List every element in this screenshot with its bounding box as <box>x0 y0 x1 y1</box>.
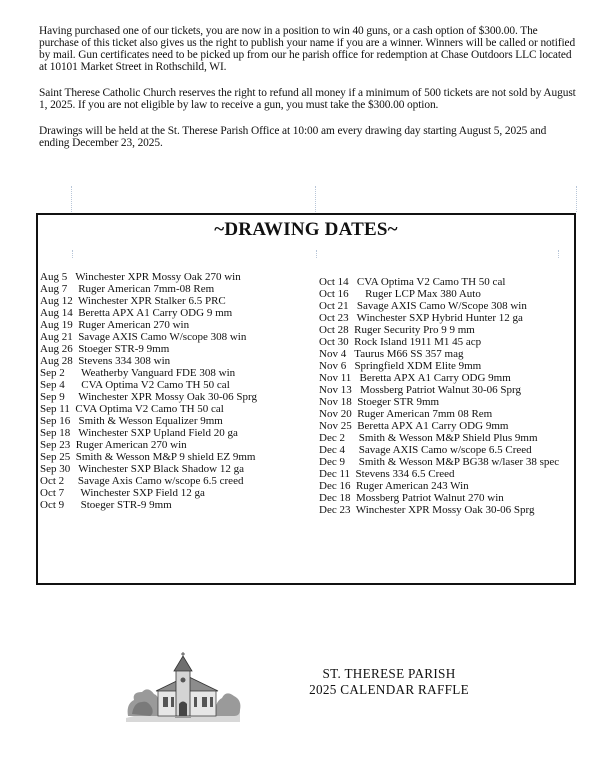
drawing-entry: Oct 16 Ruger LCP Max 380 Auto <box>319 288 481 300</box>
layout-guide <box>315 186 316 212</box>
layout-guide <box>558 250 559 258</box>
drawing-entry: Oct 21 Savage AXIS Camo W/Scope 308 win <box>319 300 527 312</box>
drawing-entry: Dec 11 Stevens 334 6.5 Creed <box>319 468 455 480</box>
drawing-entry: Dec 23 Winchester XPR Mossy Oak 30-06 Sprg <box>319 504 535 516</box>
drawing-dates-left-column <box>40 271 257 511</box>
drawing-entry: Dec 2 Smith & Wesson M&P Shield Plus 9mm <box>319 432 538 444</box>
drawing-entry: Oct 23 Winchester SXP Hybrid Hunter 12 ga <box>319 312 523 324</box>
intro-paragraph-3: Drawings will be held at the St. Therese Parish Office at 10:00 am every drawing day starting August 5, 2025 and ending December 23, 2025. <box>39 125 547 149</box>
drawing-entry: Nov 18 Stoeger STR 9mm <box>319 396 440 408</box>
drawing-entry: Nov 4 Taurus M66 SS 357 mag <box>319 348 464 360</box>
drawing-entry: Dec 9 Smith & Wesson M&P BG38 w/laser 38 spec <box>319 456 560 468</box>
layout-guide <box>71 186 72 212</box>
footer-line-2: 2025 CALENDAR RAFFLE <box>309 682 469 697</box>
drawing-entry: Sep 23 Ruger American 270 win <box>40 439 187 451</box>
intro-paragraph-1: Having purchased one of our tickets, you are now in a position to win 40 guns, or a cash option of $300.00. The purchase of this ticket also gives us the right to publish your name if you are a winner. Winners will be called or notified by mail. Gun certificates need to be picked up from our he parish office for redemption at Chase Outdoors LLC located at 10101 Market Street in Rothschild, WI. <box>39 25 576 73</box>
church-icon <box>124 652 242 722</box>
drawing-entry: Aug 19 Ruger American 270 win <box>40 319 190 331</box>
drawing-entry: Sep 4 CVA Optima V2 Camo TH 50 cal <box>40 379 230 391</box>
drawing-entry: Oct 2 Savage Axis Camo w/scope 6.5 creed <box>40 475 244 487</box>
drawing-entry: Dec 16 Ruger American 243 Win <box>319 480 469 492</box>
footer-heading <box>284 666 494 698</box>
drawing-entry: Oct 28 Ruger Security Pro 9 9 mm <box>319 324 475 336</box>
drawing-dates-right-column <box>319 276 559 516</box>
drawing-entry: Aug 28 Stevens 334 308 win <box>40 355 171 367</box>
drawing-entry: Oct 14 CVA Optima V2 Camo TH 50 cal <box>319 276 506 288</box>
drawing-entry: Aug 5 Winchester XPR Mossy Oak 270 win <box>40 271 241 283</box>
drawing-entry: Aug 14 Beretta APX A1 Carry ODG 9 mm <box>40 307 233 319</box>
drawing-entry: Sep 2 Weatherby Vanguard FDE 308 win <box>40 367 236 379</box>
drawing-entry: Sep 25 Smith & Wesson M&P 9 shield EZ 9mm <box>40 451 256 463</box>
footer-line-1: ST. THERESE PARISH <box>322 666 456 681</box>
drawing-entry: Sep 16 Smith & Wesson Equalizer 9mm <box>40 415 223 427</box>
drawing-entry: Oct 7 Winchester SXP Field 12 ga <box>40 487 205 499</box>
drawing-dates-box <box>36 213 576 585</box>
drawing-entry: Sep 9 Winchester XPR Mossy Oak 30-06 Sprg <box>40 391 258 403</box>
drawing-entry: Dec 4 Savage AXIS Camo w/scope 6.5 Creed <box>319 444 532 456</box>
drawing-entry: Sep 30 Winchester SXP Black Shadow 12 ga <box>40 463 244 475</box>
drawing-entry: Oct 9 Stoeger STR-9 9mm <box>40 499 172 511</box>
layout-guide <box>72 250 73 258</box>
drawing-entry: Nov 13 Mossberg Patriot Walnut 30-06 Sprg <box>319 384 522 396</box>
drawing-entry: Nov 11 Beretta APX A1 Carry ODG 9mm <box>319 372 511 384</box>
layout-guide <box>316 250 317 258</box>
drawing-entry: Sep 11 CVA Optima V2 Camo TH 50 cal <box>40 403 224 415</box>
drawing-entry: Nov 20 Ruger American 7mm 08 Rem <box>319 408 493 420</box>
drawing-entry: Nov 25 Beretta APX A1 Carry ODG 9mm <box>319 420 509 432</box>
drawing-entry: Dec 18 Mossberg Patriot Walnut 270 win <box>319 492 504 504</box>
drawing-entry: Aug 21 Savage AXIS Camo W/scope 308 win <box>40 331 247 343</box>
drawing-entry: Aug 26 Stoeger STR-9 9mm <box>40 343 170 355</box>
drawing-entry: Nov 6 Springfield XDM Elite 9mm <box>319 360 482 372</box>
drawing-entry: Aug 7 Ruger American 7mm-08 Rem <box>40 283 215 295</box>
layout-guide <box>576 186 577 212</box>
drawing-entry: Oct 30 Rock Island 1911 M1 45 acp <box>319 336 482 348</box>
drawing-entry: Aug 12 Winchester XPR Stalker 6.5 PRC <box>40 295 226 307</box>
drawing-entry: Sep 18 Winchester SXP Upland Field 20 ga <box>40 427 238 439</box>
drawing-dates-title: ~DRAWING DATES~ <box>214 219 398 240</box>
intro-paragraph-2: Saint Therese Catholic Church reserves the right to refund all money if a minimum of 500 tickets are not sold by August 1, 2025. If you are not eligible by law to receive a gun, you must take the $300.00 option. <box>39 87 576 111</box>
